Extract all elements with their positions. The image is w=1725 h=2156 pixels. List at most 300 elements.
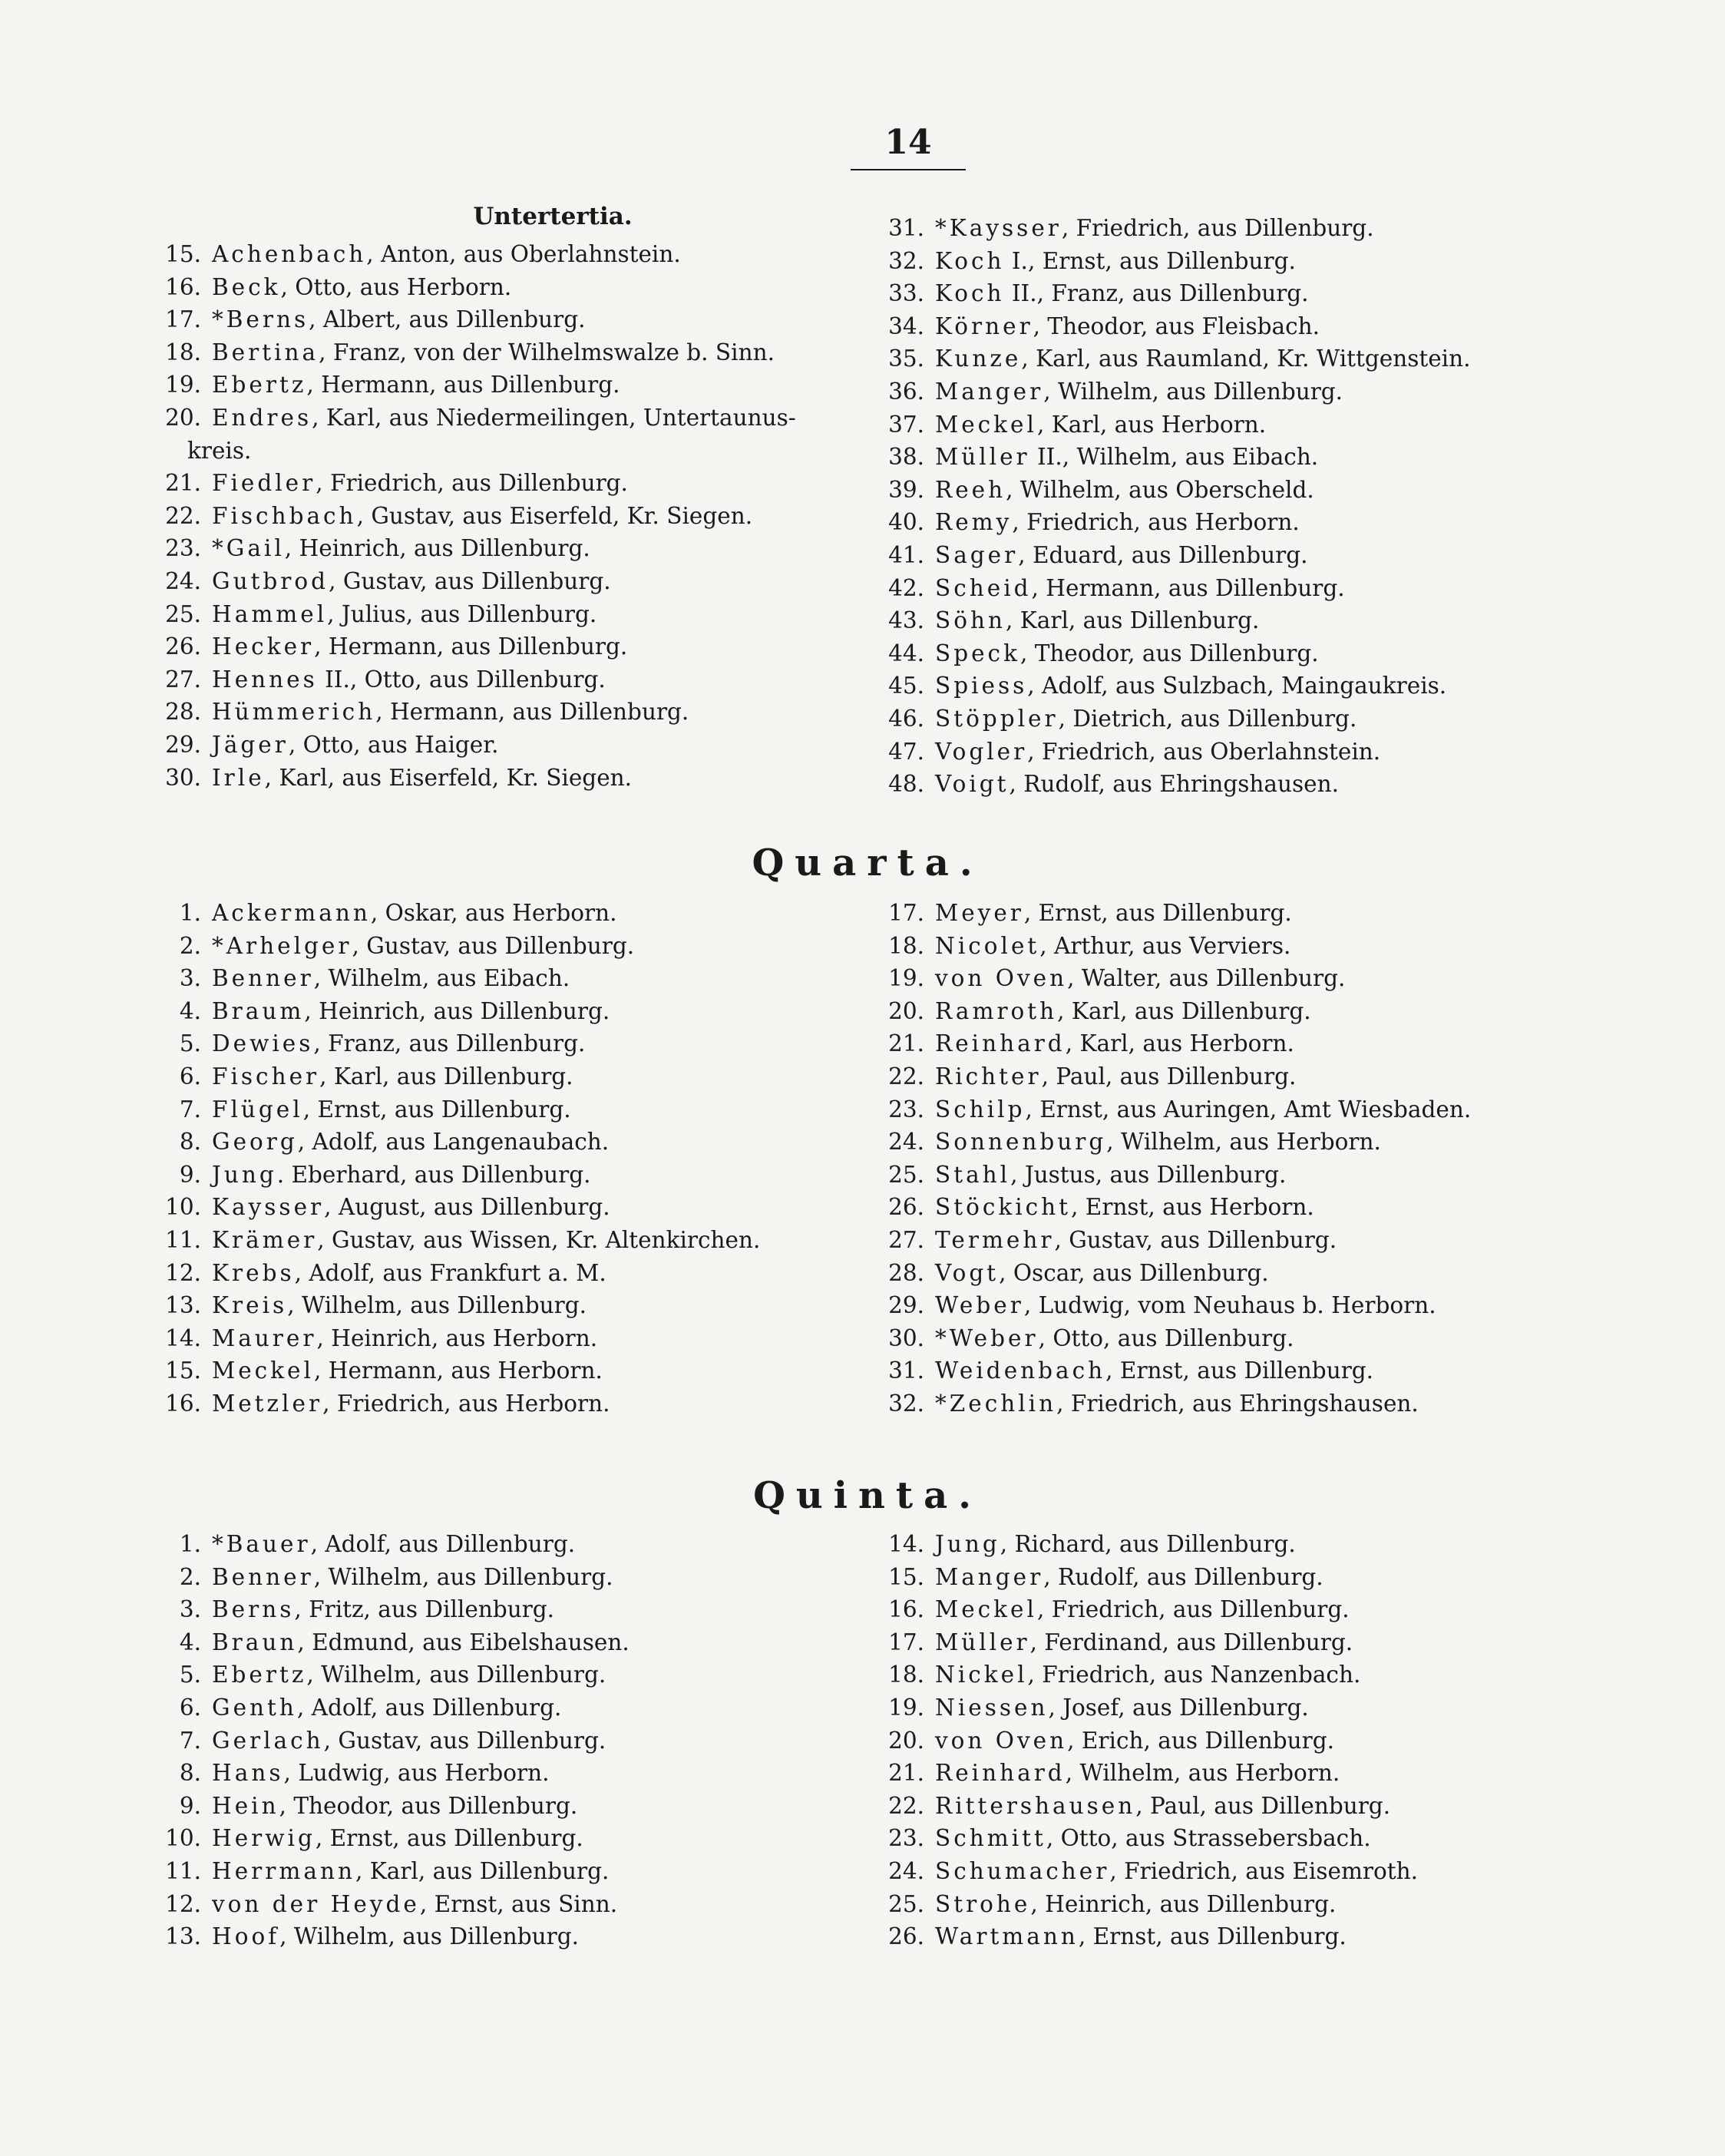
entry-number: 9. <box>179 1792 201 1819</box>
roster-entry <box>160 995 760 1028</box>
entry-number: 7. <box>179 1096 201 1123</box>
roster-entry <box>883 245 1470 278</box>
roster-entry <box>883 1354 1471 1387</box>
student-surname: Manger <box>935 1563 1044 1590</box>
student-surname: Fischer <box>212 1063 320 1090</box>
student-surname: Hecker <box>212 633 315 660</box>
student-surname: Hennes <box>212 666 318 693</box>
quarta-left-list <box>160 897 760 1420</box>
roster-entry <box>160 630 796 663</box>
roster-entry <box>883 1790 1418 1823</box>
student-details: II., Franz, aus Dillenburg. <box>1004 280 1309 307</box>
student-details: , Albert, aus Dillenburg. <box>309 306 586 333</box>
entry-number: 45. <box>888 673 924 699</box>
entry-number: 39. <box>888 476 924 503</box>
entry-number: 30. <box>165 764 201 791</box>
roster-entry <box>160 435 796 468</box>
student-surname: Remy <box>935 509 1013 536</box>
entry-number: 3. <box>179 965 201 992</box>
roster-entry <box>883 1093 1471 1126</box>
student-surname: Rittershausen <box>935 1792 1136 1819</box>
entry-number: 20. <box>165 404 201 431</box>
student-surname: Beck <box>212 273 281 300</box>
student-details: , Gustav, aus Eiserfeld, Kr. Siegen. <box>356 502 753 529</box>
roster-entry <box>160 1289 760 1322</box>
student-details: , Heinrich, aus Dillenburg. <box>304 997 610 1024</box>
roster-entry <box>160 1027 760 1060</box>
student-details: , Wilhelm, aus Eibach. <box>313 965 570 992</box>
student-surname: Vogler <box>935 738 1028 765</box>
student-surname: Reinhard <box>935 1030 1066 1057</box>
entry-number: 44. <box>888 640 924 666</box>
entry-number: 24. <box>165 567 201 594</box>
page-number-rule <box>851 169 966 170</box>
entry-number: 11. <box>165 1226 201 1253</box>
student-surname: Reinhard <box>935 1760 1066 1787</box>
student-details: , August, aus Dillenburg. <box>324 1194 610 1221</box>
student-surname: Niessen <box>935 1694 1049 1721</box>
entry-number: 26. <box>888 1194 924 1221</box>
student-surname: Herrmann <box>212 1857 355 1884</box>
roster-entry <box>160 1888 630 1921</box>
entry-number: 43. <box>888 607 924 634</box>
student-details: , Wilhelm, aus Dillenburg. <box>306 1662 606 1688</box>
student-details: I., Ernst, aus Dillenburg. <box>1004 247 1296 274</box>
entry-number: 6. <box>179 1063 201 1090</box>
student-surname: Reeh <box>935 476 1006 503</box>
roster-entry <box>883 375 1470 408</box>
roster-entry <box>160 1387 760 1420</box>
student-surname: Körner <box>935 312 1033 339</box>
roster-entry <box>883 1224 1471 1257</box>
roster-entry <box>160 1691 630 1724</box>
student-details: , Karl, aus Niedermeilingen, Untertaunus- <box>312 404 796 431</box>
student-surname: Hoof <box>212 1923 280 1950</box>
student-details: , Adolf, aus Frankfurt a. M. <box>294 1259 606 1286</box>
student-details: , Julius, aus Dillenburg. <box>327 600 597 627</box>
student-surname: Kaysser <box>212 1194 325 1221</box>
student-details: , Anton, aus Oberlahnstein. <box>366 241 681 267</box>
student-details: , Friedrich, aus Herborn. <box>1012 509 1300 536</box>
student-surname: Meckel <box>935 1596 1037 1623</box>
entry-number: 1. <box>179 900 201 926</box>
roster-entry <box>160 1920 630 1953</box>
student-details: , Hermann, aus Dillenburg. <box>375 699 689 726</box>
student-surname: Kreis <box>212 1292 288 1319</box>
student-details: , Wilhelm, aus Oberscheld. <box>1006 476 1314 503</box>
entry-number: 33. <box>888 280 924 307</box>
student-details: , Gustav, aus Wissen, Kr. Altenkirchen. <box>317 1226 761 1253</box>
student-details: , Erich, aus Dillenburg. <box>1067 1727 1334 1754</box>
student-details: , Ernst, aus Auringen, Amt Wiesbaden. <box>1025 1096 1472 1123</box>
student-surname: Schumacher <box>935 1857 1110 1884</box>
student-details: , Hermann, aus Herborn. <box>313 1357 603 1384</box>
entry-number: 24. <box>888 1129 924 1156</box>
entry-number: 18. <box>888 1662 924 1688</box>
entry-number: 9. <box>179 1161 201 1188</box>
student-surname: Sager <box>935 541 1019 568</box>
student-details: , Ernst, aus Dillenburg. <box>1023 900 1292 926</box>
roster-entry <box>883 930 1471 963</box>
roster-entry <box>160 532 796 565</box>
roster-entry <box>883 897 1471 930</box>
student-surname: Benner <box>212 1563 314 1590</box>
roster-entry <box>883 1528 1418 1561</box>
student-surname: Gerlach <box>212 1727 324 1754</box>
student-details: , Friedrich, aus Dillenburg. <box>1061 215 1374 241</box>
entry-number: 2. <box>179 932 201 959</box>
section-title-untertertia: Untertertia. <box>473 203 633 230</box>
entry-number: 19. <box>888 965 924 992</box>
student-surname: Manger <box>935 378 1044 405</box>
student-surname: Fischbach <box>212 502 357 529</box>
student-surname: Ramroth <box>935 997 1058 1024</box>
student-details: , Oskar, aus Herborn. <box>370 900 617 926</box>
student-surname: Dewies <box>212 1030 314 1057</box>
entry-number: 32. <box>888 247 924 274</box>
entry-number: 12. <box>165 1259 201 1286</box>
entry-number: 38. <box>888 444 924 471</box>
student-surname: Krämer <box>212 1226 318 1253</box>
roster-entry <box>883 408 1470 441</box>
student-surname: von Oven <box>935 1727 1068 1754</box>
entry-number: 15. <box>888 1563 924 1590</box>
entry-number: 8. <box>179 1760 201 1787</box>
student-details: , Karl, aus Dillenburg. <box>1005 607 1260 634</box>
student-surname: Herwig <box>212 1825 316 1852</box>
entry-number: 36. <box>888 378 924 405</box>
entry-number: 18. <box>165 339 201 365</box>
roster-entry <box>160 696 796 729</box>
student-details: , Wilhelm, aus Dillenburg. <box>1043 378 1343 405</box>
student-details: , Heinrich, aus Dillenburg. <box>1030 1890 1337 1917</box>
student-surname: Genth <box>212 1694 297 1721</box>
student-surname: von der Heyde <box>212 1890 420 1917</box>
student-surname: Speck <box>935 640 1020 666</box>
roster-entry <box>883 1126 1471 1159</box>
entry-number: 21. <box>888 1030 924 1057</box>
roster-entry <box>883 1691 1418 1724</box>
student-surname: Spiess <box>935 673 1028 699</box>
student-surname: Gutbrod <box>212 567 329 594</box>
roster-entry <box>883 342 1470 375</box>
student-details: , Wilhelm, aus Dillenburg. <box>313 1563 613 1590</box>
student-details: , Otto, aus Strassebersbach. <box>1046 1825 1371 1852</box>
student-surname: Koch <box>935 280 1005 307</box>
student-surname: Hümmerich <box>212 699 376 726</box>
student-details: , Friedrich, aus Herborn. <box>322 1390 610 1417</box>
entry-number: 16. <box>165 273 201 300</box>
student-surname: Ebertz <box>212 372 307 398</box>
student-surname: Ackermann <box>212 900 371 926</box>
student-surname: Strohe <box>935 1890 1031 1917</box>
roster-entry <box>160 271 796 304</box>
roster-entry <box>160 897 760 930</box>
student-details: , Friedrich, aus Nanzenbach. <box>1027 1662 1361 1688</box>
student-surname: Termehr <box>935 1226 1055 1253</box>
entry-number: 29. <box>165 731 201 758</box>
roster-entry <box>883 962 1471 995</box>
roster-entry <box>883 474 1470 507</box>
roster-entry <box>160 762 796 795</box>
entry-number: 11. <box>165 1857 201 1884</box>
student-surname: Maurer <box>212 1324 317 1351</box>
student-surname: Weidenbach <box>935 1357 1106 1384</box>
roster-entry <box>160 1658 630 1691</box>
student-details: , Fritz, aus Dillenburg. <box>294 1596 555 1623</box>
student-details: , Paul, aus Dillenburg. <box>1135 1792 1391 1819</box>
roster-entry <box>160 1159 760 1192</box>
student-details: , Karl, aus Herborn. <box>1036 411 1267 438</box>
student-details: , Gustav, aus Dillenburg. <box>323 1727 606 1754</box>
entry-number: 27. <box>165 666 201 693</box>
student-surname: Flügel <box>212 1096 303 1123</box>
roster-entry <box>883 1561 1418 1594</box>
entry-number: 29. <box>888 1292 924 1319</box>
roster-entry <box>160 598 796 631</box>
student-details: , Karl, aus Herborn. <box>1065 1030 1294 1057</box>
roster-entry <box>883 1724 1418 1758</box>
student-details: , Justus, aus Dillenburg. <box>1010 1161 1287 1188</box>
student-details: , Wilhelm, aus Herborn. <box>1106 1129 1381 1156</box>
entry-number: 26. <box>888 1923 924 1950</box>
entry-number: 25. <box>888 1161 924 1188</box>
student-details: , Rudolf, aus Ehringshausen. <box>1009 771 1339 798</box>
student-details: , Ernst, aus Dillenburg. <box>302 1096 571 1123</box>
roster-entry <box>883 1822 1418 1855</box>
entry-number: 25. <box>888 1890 924 1917</box>
student-details: , Adolf, aus Dillenburg. <box>310 1531 576 1557</box>
student-surname: Irle <box>212 764 265 791</box>
roster-entry <box>883 1159 1471 1192</box>
student-details: , Theodor, aus Dillenburg. <box>1019 640 1319 666</box>
student-surname: Stöppler <box>935 705 1059 732</box>
student-details: , Franz, von der Wilhelmswalze b. Sinn. <box>319 339 775 365</box>
student-surname: Stahl <box>935 1161 1011 1188</box>
roster-entry <box>883 1060 1471 1093</box>
student-details: , Ernst, aus Dillenburg. <box>1105 1357 1374 1384</box>
entry-number: 48. <box>888 771 924 798</box>
entry-number: 13. <box>165 1292 201 1319</box>
student-surname: Jung <box>935 1531 1000 1557</box>
student-details: , Adolf, aus Dillenburg. <box>296 1694 562 1721</box>
student-surname: Jung <box>212 1161 277 1188</box>
entry-number: 28. <box>165 699 201 726</box>
student-details: , Ludwig, aus Herborn. <box>283 1760 550 1787</box>
entry-number: 21. <box>165 470 201 497</box>
student-details: , Wilhelm, aus Dillenburg. <box>287 1292 587 1319</box>
untertertia-left-list <box>160 238 796 794</box>
roster-entry <box>883 1191 1471 1224</box>
student-surname: Krebs <box>212 1259 295 1286</box>
student-surname: Kunze <box>935 346 1022 372</box>
student-surname: Braun <box>212 1629 298 1655</box>
student-details: , Theodor, aus Dillenburg. <box>279 1792 578 1819</box>
entry-number: 1. <box>179 1531 201 1557</box>
entry-number: 10. <box>165 1825 201 1852</box>
roster-entry <box>160 1257 760 1290</box>
student-surname: Müller <box>935 1629 1030 1655</box>
roster-entry <box>160 1855 630 1888</box>
entry-number: 19. <box>165 372 201 398</box>
student-details: II., Otto, aus Dillenburg. <box>317 666 606 693</box>
student-details: , Otto, aus Haiger. <box>288 731 499 758</box>
entry-number: 30. <box>888 1324 924 1351</box>
entry-number: 28. <box>888 1259 924 1286</box>
entry-number: 26. <box>165 633 201 660</box>
entry-number: 46. <box>888 705 924 732</box>
roster-entry <box>160 1822 630 1855</box>
student-surname: *Bauer <box>212 1531 311 1557</box>
roster-entry <box>160 565 796 598</box>
entry-number: 19. <box>888 1694 924 1721</box>
student-details: kreis. <box>187 437 252 464</box>
page-number: 14 <box>884 123 932 162</box>
entry-number: 23. <box>888 1825 924 1852</box>
roster-entry <box>160 303 796 336</box>
entry-number: 23. <box>165 535 201 562</box>
entry-number: 10. <box>165 1194 201 1221</box>
quarta-right-list <box>883 897 1471 1420</box>
entry-number: 4. <box>179 1629 201 1655</box>
student-surname: Weber <box>935 1292 1024 1319</box>
roster-entry <box>160 500 796 533</box>
roster-entry <box>883 277 1470 310</box>
student-surname: *Weber <box>935 1324 1039 1351</box>
student-details: , Walter, aus Dillenburg. <box>1067 965 1346 992</box>
entry-number: 5. <box>179 1030 201 1057</box>
student-surname: Meckel <box>935 411 1037 438</box>
entry-number: 22. <box>888 1792 924 1819</box>
section-title-quinta: Quinta. <box>753 1474 982 1517</box>
roster-entry <box>160 1060 760 1093</box>
student-details: , Ernst, aus Dillenburg. <box>1078 1923 1347 1950</box>
entry-number: 15. <box>165 1357 201 1384</box>
entry-number: 16. <box>165 1390 201 1417</box>
student-details: , Ernst, aus Herborn. <box>1071 1194 1314 1221</box>
entry-number: 17. <box>888 1629 924 1655</box>
student-details: , Friedrich, aus Dillenburg. <box>1036 1596 1350 1623</box>
entry-number: 41. <box>888 541 924 568</box>
student-details: , Adolf, aus Sulzbach, Maingaukreis. <box>1027 673 1447 699</box>
roster-entry <box>883 1322 1471 1355</box>
roster-entry <box>160 1354 760 1387</box>
student-surname: Hammel <box>212 600 328 627</box>
student-details: , Otto, aus Herborn. <box>280 273 512 300</box>
student-surname: von Oven <box>935 965 1068 992</box>
roster-entry <box>160 402 796 435</box>
student-details: , Franz, aus Dillenburg. <box>313 1030 586 1057</box>
student-details: , Ernst, aus Sinn. <box>419 1890 618 1917</box>
student-details: , Friedrich, aus Ehringshausen. <box>1056 1390 1419 1417</box>
student-details: , Hermann, aus Dillenburg. <box>314 633 628 660</box>
student-details: , Oscar, aus Dillenburg. <box>999 1259 1269 1286</box>
roster-entry <box>883 1888 1418 1921</box>
quinta-right-list <box>883 1528 1418 1953</box>
entry-number: 17. <box>165 306 201 333</box>
student-surname: Hein <box>212 1792 279 1819</box>
section-title-quarta: Quarta. <box>752 842 983 885</box>
roster-entry <box>883 670 1470 703</box>
entry-number: 21. <box>888 1760 924 1787</box>
student-surname: Berns <box>212 1596 295 1623</box>
student-surname: Wartmann <box>935 1923 1079 1950</box>
entry-number: 13. <box>165 1923 201 1950</box>
entry-number: 6. <box>179 1694 201 1721</box>
student-details: , Friedrich, aus Oberlahnstein. <box>1027 738 1381 765</box>
entry-number: 37. <box>888 411 924 438</box>
roster-entry <box>160 962 760 995</box>
entry-number: 23. <box>888 1096 924 1123</box>
roster-entry <box>883 768 1470 801</box>
student-details: , Wilhelm, aus Herborn. <box>1065 1760 1340 1787</box>
roster-entry <box>160 1224 760 1257</box>
roster-entry <box>160 930 760 963</box>
student-details: , Gustav, aus Dillenburg. <box>329 567 611 594</box>
student-surname: Hans <box>212 1760 284 1787</box>
student-surname: Richter <box>935 1063 1042 1090</box>
student-details: , Paul, aus Dillenburg. <box>1041 1063 1297 1090</box>
student-details: . Eberhard, aus Dillenburg. <box>276 1161 591 1188</box>
student-details: , Karl, aus Dillenburg. <box>319 1063 573 1090</box>
roster-entry <box>160 729 796 762</box>
student-surname: Voigt <box>935 771 1010 798</box>
roster-entry <box>160 238 796 271</box>
roster-entry <box>160 663 796 696</box>
student-surname: Scheid <box>935 574 1032 601</box>
roster-entry <box>160 336 796 369</box>
roster-entry <box>883 506 1470 539</box>
student-surname: Metzler <box>212 1390 323 1417</box>
roster-entry <box>883 539 1470 572</box>
student-surname: Jäger <box>212 731 289 758</box>
roster-entry <box>160 467 796 500</box>
entry-number: 32. <box>888 1390 924 1417</box>
entry-number: 7. <box>179 1727 201 1754</box>
entry-number: 14. <box>165 1324 201 1351</box>
entry-number: 22. <box>888 1063 924 1090</box>
roster-entry <box>160 1626 630 1659</box>
student-surname: Schilp <box>935 1096 1026 1123</box>
student-details: , Gustav, aus Dillenburg. <box>1054 1226 1337 1253</box>
student-surname: Meckel <box>212 1357 314 1384</box>
student-details: , Ferdinand, aus Dillenburg. <box>1029 1629 1353 1655</box>
student-surname: Sonnenburg <box>935 1129 1107 1156</box>
student-details: , Rudolf, aus Dillenburg. <box>1043 1563 1323 1590</box>
roster-entry <box>883 1257 1471 1290</box>
entry-number: 12. <box>165 1890 201 1917</box>
roster-entry <box>883 1757 1418 1790</box>
student-details: , Heinrich, aus Dillenburg. <box>284 535 590 562</box>
student-details: , Wilhelm, aus Dillenburg. <box>279 1923 579 1950</box>
student-details: , Karl, aus Dillenburg. <box>1057 997 1311 1024</box>
entry-number: 20. <box>888 997 924 1024</box>
entry-number: 25. <box>165 600 201 627</box>
student-surname: Vogt <box>935 1259 1000 1286</box>
untertertia-right-list <box>883 212 1470 801</box>
roster-entry <box>883 310 1470 343</box>
student-details: , Richard, aus Dillenburg. <box>1000 1531 1296 1557</box>
student-surname: Georg <box>212 1129 298 1156</box>
student-surname: Bertina <box>212 339 319 365</box>
roster-entry <box>160 1528 630 1561</box>
entry-number: 47. <box>888 738 924 765</box>
student-details: , Gustav, aus Dillenburg. <box>352 932 635 959</box>
entry-number: 4. <box>179 997 201 1024</box>
roster-entry <box>160 1126 760 1159</box>
roster-entry <box>160 1191 760 1224</box>
student-surname: *Gail <box>212 535 285 562</box>
